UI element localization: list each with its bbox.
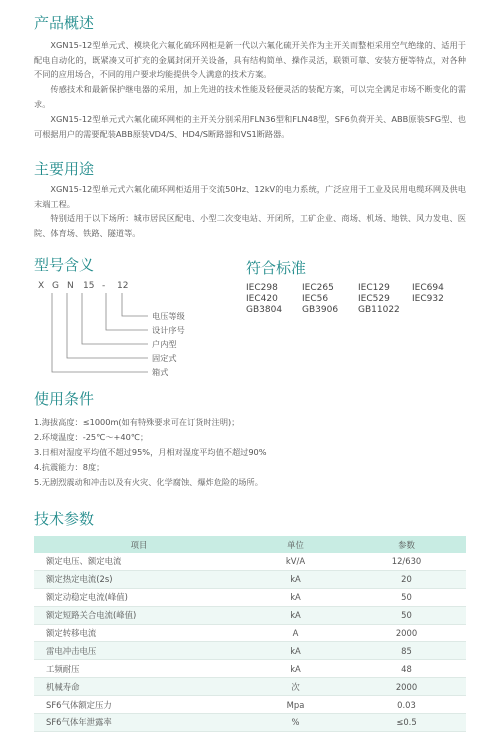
table-row [34, 606, 466, 624]
param-name: SF6气体额定压力 [34, 696, 244, 714]
standard-item: GB11022 [358, 305, 400, 315]
param-name: 雷电冲击电压 [34, 642, 244, 660]
standard-item: IEC529 [358, 294, 390, 304]
param-unit: 次 [244, 678, 347, 696]
standards-list [246, 283, 444, 316]
params-table [34, 536, 466, 732]
standard-item: IEC420 [246, 294, 278, 304]
overview-title: 产品概述 [34, 14, 95, 32]
param-unit: kA [244, 660, 347, 678]
params-header-unit: 单位 [244, 536, 347, 553]
condition-item-1: 1.海拔高度：≤1000m(如有特殊要求可在订货时注明)； [34, 417, 240, 427]
model-label-design: 设计序号 [152, 325, 185, 335]
table-row [34, 642, 466, 660]
param-value: 50 [347, 606, 466, 624]
model-code-dash: - [102, 281, 106, 291]
standard-item: IEC298 [246, 283, 278, 293]
model-code-g: G [52, 281, 59, 291]
param-value: 85 [347, 642, 466, 660]
standard-item: IEC56 [302, 294, 329, 304]
param-name: 工频耐压 [34, 660, 244, 678]
param-value: 20 [347, 570, 466, 588]
param-unit: kA [244, 642, 347, 660]
param-unit: % [244, 714, 347, 732]
params-header-value: 参数 [347, 536, 466, 553]
table-row [34, 696, 466, 714]
model-label-box: 箱式 [152, 367, 169, 377]
standard-item: IEC932 [412, 294, 444, 304]
model-code-x: X [38, 281, 45, 291]
params-header-row [34, 536, 466, 553]
param-unit: kA [244, 570, 347, 588]
overview-paragraph-1: XGN15-12型单元式、模块化六氟化硫环网柜是新一代以六氟化硫开关作为主开关而整柜采用空气绝缘的、适用于配电自动化的，既紧凑又可扩充的金属封闭开关设备，具有结构简单、操作灵活，联锁可靠、安装方便等特点，对各种不同的应用场合，不同的用户要求均能提供令人满意的技术方案。 [34, 40, 466, 79]
param-value: 12/630 [347, 553, 466, 570]
standard-item: IEC129 [358, 283, 390, 293]
standards-row [246, 305, 444, 316]
conditions-title: 使用条件 [34, 390, 95, 408]
standard-item: GB3804 [246, 305, 283, 315]
usage-paragraph-1: XGN15-12型单元式六氟化硫环网柜适用于交流50Hz、12kV的电力系统，广泛应用于工业及民用电缆环网及供电末端工程。 [34, 184, 466, 209]
standard-item: GB3906 [302, 305, 339, 315]
params-title: 技术参数 [34, 510, 95, 528]
standard-item: IEC694 [412, 283, 444, 293]
table-row [34, 714, 466, 732]
condition-item-4: 4.抗震能力：8度； [34, 462, 105, 472]
table-row [34, 553, 466, 570]
param-name: SF6气体年泄露率 [34, 714, 244, 732]
param-name: 额定电压、额定电流 [34, 553, 244, 570]
condition-item-2: 2.环境温度：-25℃～+40℃； [34, 432, 149, 442]
param-name: 额定转移电流 [34, 624, 244, 642]
usage-paragraph-2: 特别适用于以下场所：城市居民区配电、小型二次变电站、开闭所，工矿企业、商场、机场、地铁、风力发电、医院、体育场、铁路、隧道等。 [34, 213, 466, 238]
overview-paragraph-2: 传感技术和最新保护继电器的采用，加上先进的技术性能及轻便灵活的装配方案，可以完全满足市场不断变化的需求。 [34, 84, 466, 109]
condition-item-3: 3.日相对湿度平均值不超过95%，月相对湿度平均值不超过90% [34, 447, 267, 457]
param-unit: kV/A [244, 553, 347, 570]
table-row [34, 624, 466, 642]
param-value: 0.03 [347, 696, 466, 714]
model-code-12: 12 [117, 281, 129, 291]
params-header-item: 项目 [34, 536, 244, 553]
param-name: 机械寿命 [34, 678, 244, 696]
standards-row [246, 283, 444, 294]
standards-title: 符合标准 [246, 259, 307, 277]
table-row [34, 660, 466, 678]
table-row [34, 570, 466, 588]
overview-paragraph-3: XGN15-12型单元式六氟化硫环网柜的主开关分别采用FLN36型和FLN48型，SF6负荷开关、ABB原装SFG型、也可根据用户的需要配装ABB原装VD4/S、HD4/S断路器和VS1断路器。 [34, 114, 466, 139]
param-value: ≤0.5 [347, 714, 466, 732]
model-label-indoor: 户内型 [152, 339, 177, 349]
standards-row [246, 294, 444, 305]
usage-title: 主要用途 [34, 160, 95, 178]
param-name: 额定短路关合电流(峰值) [34, 606, 244, 624]
param-name: 额定动稳定电流(峰值) [34, 588, 244, 606]
model-title: 型号含义 [34, 256, 95, 274]
model-code-n: N [67, 281, 74, 291]
param-value: 48 [347, 660, 466, 678]
param-value: 2000 [347, 624, 466, 642]
param-unit: A [244, 624, 347, 642]
param-name: 额定热定电流(2s) [34, 570, 244, 588]
model-code-15: 15 [83, 281, 95, 291]
standard-item: IEC265 [302, 283, 334, 293]
model-label-voltage: 电压等级 [152, 311, 185, 321]
param-unit: kA [244, 606, 347, 624]
model-label-fixed: 固定式 [152, 353, 177, 363]
table-row [34, 678, 466, 696]
param-unit: kA [244, 588, 347, 606]
param-unit: Mpa [244, 696, 347, 714]
param-value: 2000 [347, 678, 466, 696]
table-row [34, 588, 466, 606]
condition-item-5: 5.无剧烈震动和冲击以及有火灾、化学腐蚀、爆炸危险的场所。 [34, 477, 263, 487]
param-value: 50 [347, 588, 466, 606]
